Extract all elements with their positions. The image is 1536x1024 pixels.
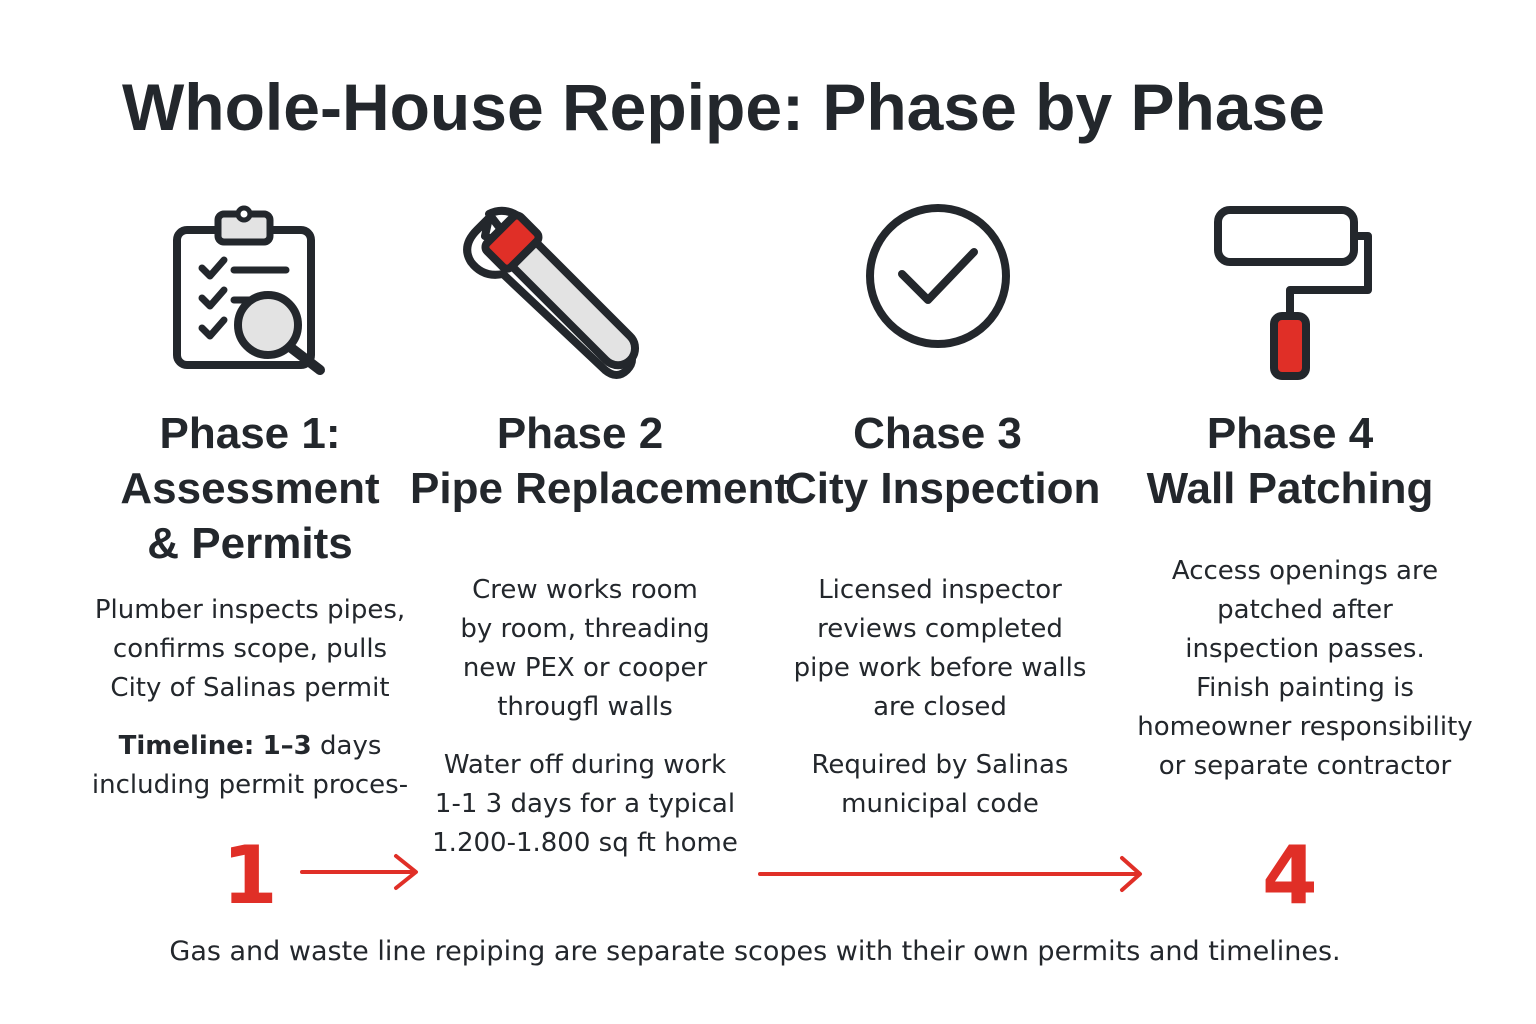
phase-3-note: Required by Salinas municipal code [811,750,1069,819]
arrow-right-icon [300,852,422,892]
wrench-pipe-icon [455,198,675,388]
footer-note: Gas and waste line repiping are separate scopes with their own permits and timelines. [169,936,1341,967]
step-number-4: 4 [1262,829,1318,922]
phase-1-heading: Phase 1: Assessment & Permits [120,409,380,568]
paint-roller-icon [1212,204,1377,384]
arrow-right-long-icon [758,854,1146,894]
phase-4-heading: Phase 4 Wall Patching [1146,409,1434,513]
phase-2-description: Crew works room by room, threading new PEX or cooper througfl walls [460,575,710,722]
phase-1-description: Plumber inspects pipes, confirms scope, pulls City of Salinas permit [94,595,406,703]
phase-2-heading: Phase 2 Pipe Replacement [410,409,790,513]
clipboard-magnifier-icon [168,200,338,380]
phase-1-timeline: Timeline: 1–3 days including permit proces- [91,731,409,800]
page-title: Whole-House Repipe: Phase by Phase [122,70,1325,144]
phase-3-description: Licensed inspector reviews completed pipe work before walls are closed [793,575,1087,722]
phase-4-description: Access openings are patched after inspection passes. Finish painting is homeowner responsibility or separate contractor [1137,556,1473,781]
step-number-1: 1 [222,829,278,922]
check-circle-icon [862,200,1014,352]
phase-2-note: Water off during work 1-1 3 days for a typical 1.200-1.800 sq ft home [432,750,738,858]
phase-3-heading: Chase 3 City Inspection [785,409,1101,513]
